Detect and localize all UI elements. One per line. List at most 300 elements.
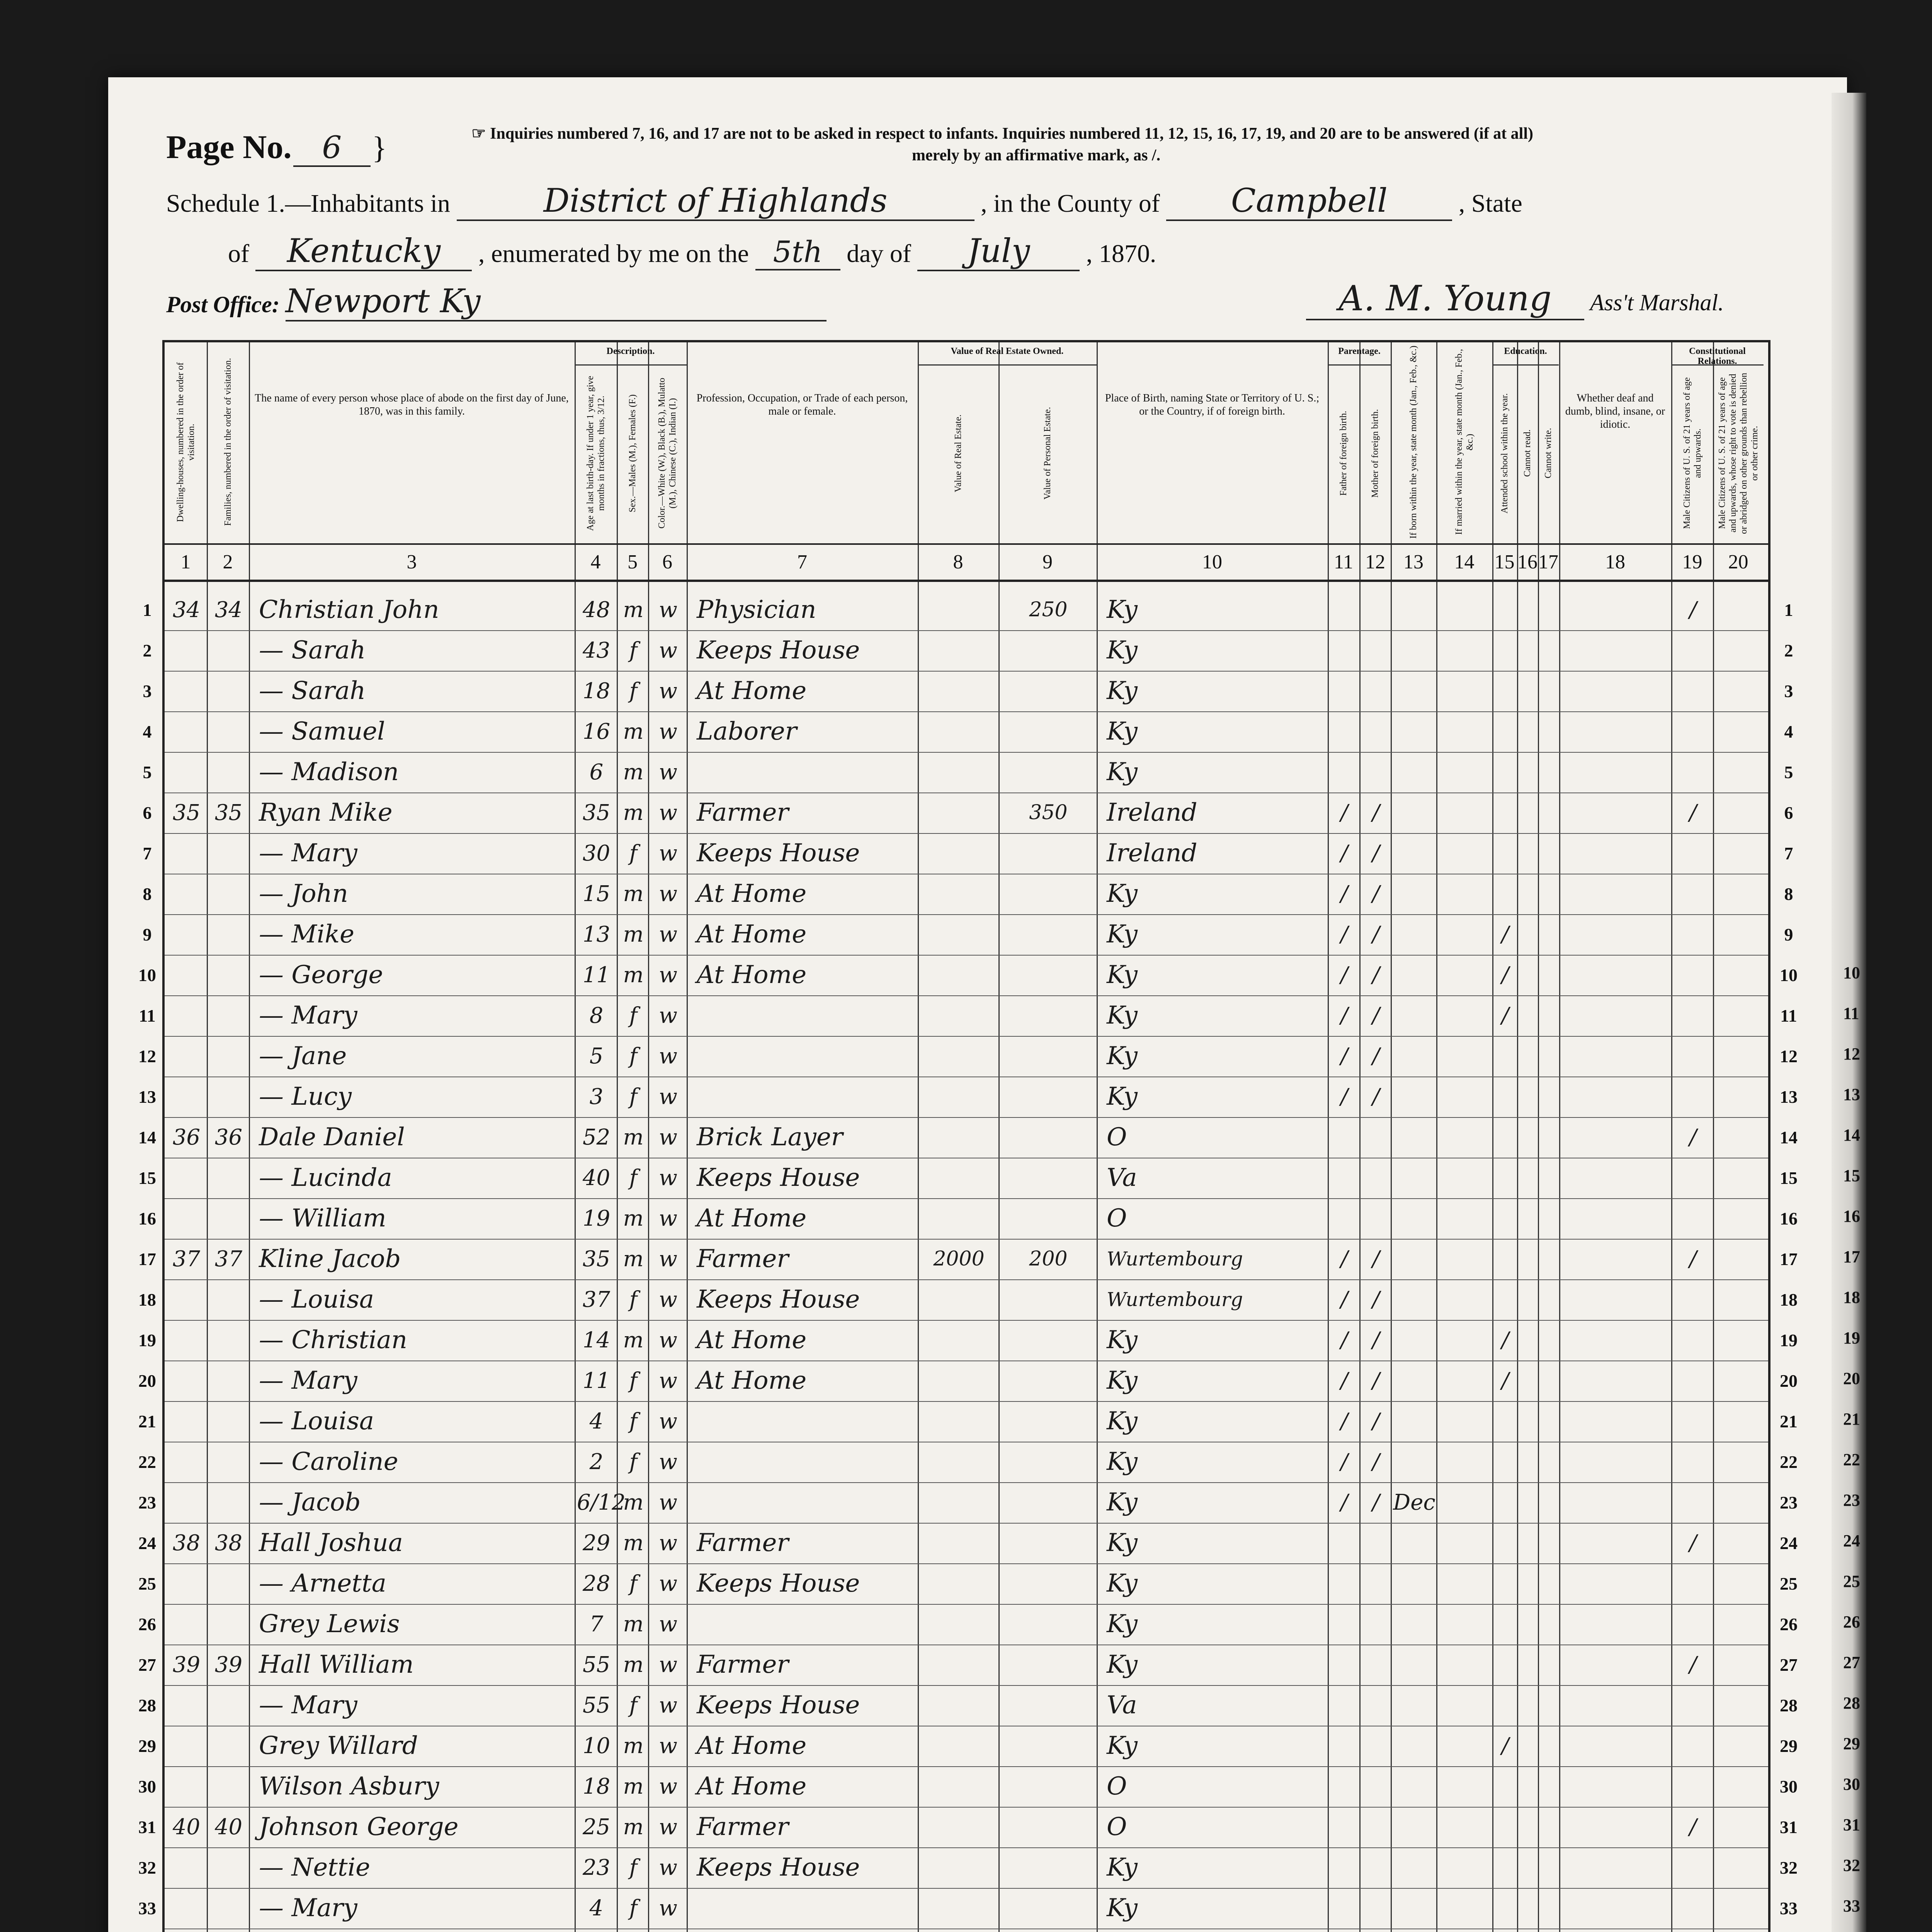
father-foreign-mark <box>1330 1929 1359 1932</box>
column-header-c18 <box>1559 342 1671 543</box>
sex: f <box>629 1165 638 1190</box>
age: 15 <box>582 881 611 906</box>
mother-foreign-mark: / <box>1372 841 1380 866</box>
personal-estate-value <box>1001 671 1096 711</box>
family-number: 35 <box>214 800 243 825</box>
dwelling-number <box>167 914 206 955</box>
occupation: At Home <box>697 1772 807 1801</box>
dwelling-number <box>167 1361 206 1401</box>
row-number-left: 29 <box>138 1736 156 1756</box>
table-row <box>138 1482 1798 1524</box>
enumerated-label: , enumerated by me on the <box>478 240 749 268</box>
edge-line-number: 15 <box>1843 1166 1860 1185</box>
father-foreign-mark: / <box>1340 1003 1348 1028</box>
personal-estate-value <box>1001 1604 1096 1645</box>
row-number-right: 24 <box>1780 1533 1798 1553</box>
row-number-left: 11 <box>139 1006 156 1026</box>
sex: m <box>623 1531 644 1556</box>
edge-line-number: 11 <box>1843 1004 1859 1023</box>
father-foreign-mark: / <box>1340 1084 1348 1109</box>
person-name: — Caroline <box>259 1447 398 1476</box>
column-group-header: Education. <box>1492 342 1559 366</box>
age: 28 <box>582 1571 611 1596</box>
birthplace: O <box>1107 1204 1127 1233</box>
table-row <box>143 590 1793 631</box>
table-row <box>165 1929 1768 1932</box>
personal-estate-value: 250 <box>1029 598 1068 621</box>
column-header-text: Cannot read. <box>1522 429 1532 477</box>
male-citizen-mark <box>1673 833 1713 874</box>
age: 7 <box>589 1612 604 1637</box>
birthplace: Ky <box>1107 1650 1138 1679</box>
sex: f <box>629 1003 638 1028</box>
occupation: Keeps House <box>697 1691 860 1719</box>
male-citizen-mark <box>1673 1077 1713 1117</box>
color: w <box>659 1125 677 1150</box>
color: w <box>659 679 677 704</box>
age: 14 <box>582 1328 611 1353</box>
column-number: 13 <box>1403 551 1423 573</box>
father-foreign-mark <box>1330 1604 1359 1645</box>
male-citizen-mark: / <box>1689 1125 1697 1150</box>
personal-estate-value <box>1001 1847 1096 1888</box>
mother-foreign-mark: / <box>1372 1490 1380 1515</box>
born-within-year <box>1393 1279 1435 1320</box>
family-number <box>209 995 248 1036</box>
father-foreign-mark: / <box>1340 922 1348 947</box>
male-citizen-mark <box>1673 1685 1713 1726</box>
row-number-right: 21 <box>1780 1412 1798 1431</box>
column-header-text: Father of foreign birth. <box>1338 411 1349 496</box>
father-foreign-mark: / <box>1340 1449 1348 1475</box>
sex <box>619 1929 648 1932</box>
born-within-year <box>1393 793 1435 833</box>
table-row <box>138 1158 1798 1199</box>
attended-school-mark <box>1495 1158 1516 1198</box>
personal-estate-value <box>1001 1523 1096 1563</box>
row-number-left: 22 <box>138 1452 156 1472</box>
day-of-label: day of <box>847 240 911 268</box>
row-number-right: 19 <box>1780 1330 1798 1350</box>
edge-line-number: 13 <box>1843 1085 1860 1104</box>
color: w <box>659 1896 677 1921</box>
personal-estate-value <box>1001 1929 1096 1932</box>
mother-foreign-mark <box>1362 1888 1390 1929</box>
born-within-year <box>1393 1847 1435 1888</box>
enumeration-month: July <box>917 232 1080 271</box>
mother-foreign-mark <box>1362 1929 1390 1932</box>
father-foreign-mark <box>1330 1523 1359 1563</box>
column-header-text: Profession, Occupation, or Trade of each person, male or female. <box>696 392 908 417</box>
born-within-year <box>1393 1929 1435 1932</box>
attended-school-mark <box>1495 833 1516 874</box>
real-estate-value <box>920 671 998 711</box>
edge-line-number <box>1843 1926 1874 1932</box>
edge-line-number: 22 <box>1843 1450 1860 1469</box>
birthplace: Ky <box>1107 1569 1138 1598</box>
occupation <box>689 1036 925 1077</box>
column-header-c9 <box>998 367 1097 543</box>
personal-estate-value: 350 <box>1029 801 1068 824</box>
table-row <box>138 1320 1798 1361</box>
column-header-c7 <box>687 342 918 543</box>
sex: m <box>623 1733 644 1759</box>
birthplace: Ky <box>1107 920 1138 949</box>
table-row <box>138 1888 1798 1929</box>
marshal-line <box>1306 278 1724 320</box>
row-number-left: 23 <box>138 1493 156 1512</box>
column-header-text: Mother of foreign birth. <box>1370 409 1380 498</box>
color: w <box>659 719 677 744</box>
table-row <box>138 1361 1798 1402</box>
row-number-right: 33 <box>1780 1898 1798 1918</box>
person-name: Christian John <box>259 595 439 624</box>
column-header-c2 <box>207 342 249 543</box>
table-row <box>138 1198 1798 1240</box>
real-estate-value <box>920 1401 998 1442</box>
dwelling-number <box>167 1685 206 1726</box>
father-foreign-mark: / <box>1340 1287 1348 1312</box>
row-number-right: 3 <box>1784 681 1793 701</box>
mother-foreign-mark <box>1362 1726 1390 1766</box>
real-estate-value <box>920 1036 998 1077</box>
table-row <box>138 1726 1798 1767</box>
personal-estate-value <box>1001 1198 1096 1239</box>
dwelling-number: 34 <box>172 597 201 622</box>
mother-foreign-mark <box>1362 1523 1390 1563</box>
real-estate-value <box>920 1442 998 1482</box>
age: 8 <box>589 1003 604 1028</box>
edge-line-number: 33 <box>1843 1896 1860 1915</box>
table-row <box>138 955 1798 996</box>
row-number-right: 11 <box>1780 1006 1797 1026</box>
personal-estate-value <box>1001 1645 1096 1685</box>
attended-school-mark <box>1495 1807 1516 1847</box>
marshal-label: Ass't Marshal. <box>1590 290 1724 315</box>
real-estate-value <box>920 1158 998 1198</box>
color: w <box>659 922 677 947</box>
occupation: Farmer <box>697 1529 789 1557</box>
sex: m <box>623 963 644 988</box>
occupation: At Home <box>697 677 807 705</box>
edge-line-number: 23 <box>1843 1491 1860 1510</box>
mother-foreign-mark <box>1362 630 1390 671</box>
dwelling-number <box>167 1847 206 1888</box>
column-number: 2 <box>223 551 233 573</box>
sex: m <box>623 1125 644 1150</box>
birthplace: Ky <box>1107 1042 1138 1070</box>
family-number <box>209 1847 248 1888</box>
sex: m <box>623 1774 644 1799</box>
person-name: — Louisa <box>259 1407 374 1435</box>
person-name: Hall William <box>259 1650 414 1679</box>
male-citizen-mark <box>1673 874 1713 914</box>
color: w <box>659 1733 677 1759</box>
color <box>650 1929 686 1932</box>
column-number: 9 <box>1043 551 1053 573</box>
born-within-year <box>1393 590 1435 630</box>
father-foreign-mark: / <box>1340 1368 1348 1393</box>
real-estate-value <box>920 711 998 752</box>
mother-foreign-mark <box>1362 1645 1390 1685</box>
pointing-hand-icon: ☞ <box>471 125 486 143</box>
mother-foreign-mark <box>1362 671 1390 711</box>
column-header-text: The name of every person whose place of abode on the first day of June, 1870, was in this family. <box>255 392 569 417</box>
mother-foreign-mark <box>1362 1563 1390 1604</box>
attended-school-mark <box>1495 874 1516 914</box>
person-name: Dale Daniel <box>259 1123 405 1151</box>
personal-estate-value <box>1001 1766 1096 1807</box>
column-header-c3 <box>249 342 575 543</box>
column-number: 3 <box>406 551 417 573</box>
male-citizen-mark <box>1673 1726 1713 1766</box>
age: 5 <box>589 1044 604 1069</box>
row-number-left: 26 <box>138 1614 156 1634</box>
family-number <box>209 630 248 671</box>
occupation: Laborer <box>697 717 797 746</box>
column-header-c15 <box>1492 367 1517 543</box>
post-office-name: Newport Ky <box>286 282 827 321</box>
born-within-year <box>1393 1117 1435 1158</box>
column-header-c10 <box>1097 342 1328 543</box>
column-number: 12 <box>1365 551 1385 573</box>
father-foreign-mark <box>1330 711 1359 752</box>
sex: m <box>623 1612 644 1637</box>
age: 16 <box>582 719 611 744</box>
table-row <box>143 914 1793 956</box>
male-citizen-mark <box>1673 1847 1713 1888</box>
row-number-left: 1 <box>143 600 152 620</box>
attended-school-mark <box>1495 1442 1516 1482</box>
occupation <box>689 752 925 793</box>
real-estate-value <box>920 752 998 793</box>
attended-school-mark <box>1495 1117 1516 1158</box>
age: 2 <box>589 1449 604 1475</box>
family-number <box>209 1077 248 1117</box>
born-within-year <box>1393 1077 1435 1117</box>
family-number <box>209 1320 248 1361</box>
dwelling-number <box>167 671 206 711</box>
occupation: Keeps House <box>697 839 860 867</box>
family-number <box>209 1766 248 1807</box>
person-name <box>251 1929 582 1932</box>
family-number: 37 <box>214 1247 243 1272</box>
attended-school-mark <box>1495 1888 1516 1929</box>
census-table <box>138 340 1798 1932</box>
age: 29 <box>582 1531 611 1556</box>
real-estate-value <box>920 874 998 914</box>
color: w <box>659 1084 677 1109</box>
occupation: Keeps House <box>697 1163 860 1192</box>
born-within-year <box>1393 995 1435 1036</box>
occupation <box>689 1401 925 1442</box>
personal-estate-value: 200 <box>1029 1247 1068 1270</box>
occupation: Keeps House <box>697 636 860 665</box>
sex: m <box>623 800 644 825</box>
sex: f <box>629 1896 638 1921</box>
personal-estate-value <box>1001 955 1096 995</box>
birthplace: Ky <box>1107 1407 1138 1435</box>
person-name: Kline Jacob <box>259 1245 401 1273</box>
attended-school-mark <box>1495 1401 1516 1442</box>
column-header-c5 <box>617 367 648 543</box>
mother-foreign-mark <box>1362 1604 1390 1645</box>
mother-foreign-mark: / <box>1372 1409 1380 1434</box>
birthplace: Wurtembourg <box>1107 1248 1243 1270</box>
color: w <box>659 841 677 866</box>
real-estate-value <box>920 793 998 833</box>
born-within-year <box>1393 1401 1435 1442</box>
row-number-left: 10 <box>138 965 156 985</box>
occupation <box>689 1929 925 1932</box>
real-estate-value <box>920 1604 998 1645</box>
row-number-right: 23 <box>1780 1493 1798 1512</box>
family-number <box>209 1604 248 1645</box>
mother-foreign-mark: / <box>1372 1287 1380 1312</box>
age: 11 <box>582 963 611 988</box>
attended-school-mark: / <box>1502 922 1509 947</box>
row-number-left: 17 <box>138 1249 156 1269</box>
sex: m <box>623 1490 644 1515</box>
color: w <box>659 1571 677 1596</box>
age: 3 <box>589 1084 604 1109</box>
row-number-right: 22 <box>1780 1452 1798 1472</box>
father-foreign-mark <box>1330 671 1359 711</box>
column-header-text: Male Citizens of U. S. of 21 years of age and upwards. <box>1682 377 1703 529</box>
edge-line-number: 12 <box>1843 1044 1860 1063</box>
edge-line-number: 16 <box>1843 1207 1860 1226</box>
mother-foreign-mark <box>1362 752 1390 793</box>
dwelling-number <box>167 955 206 995</box>
mother-foreign-mark: / <box>1372 963 1380 988</box>
table-row <box>138 1645 1798 1686</box>
column-number: 14 <box>1454 551 1475 573</box>
column-number: 1 <box>180 551 191 573</box>
personal-estate-value <box>1001 1279 1096 1320</box>
dwelling-number: 39 <box>172 1652 201 1677</box>
row-number-right <box>1771 1929 1806 1932</box>
male-citizen-mark <box>1673 1036 1713 1077</box>
edge-line-number: 28 <box>1843 1694 1860 1713</box>
real-estate-value <box>920 1523 998 1563</box>
column-header-c8 <box>918 367 998 543</box>
dwelling-number <box>167 711 206 752</box>
personal-estate-value <box>1001 833 1096 874</box>
personal-estate-value <box>1001 1888 1096 1929</box>
personal-estate-value <box>1001 1807 1096 1847</box>
row-number-right: 13 <box>1780 1087 1798 1107</box>
father-foreign-mark: / <box>1340 841 1348 866</box>
table-row <box>139 995 1797 1037</box>
column-header-text: Value of Real Estate. <box>953 414 963 492</box>
mother-foreign-mark: / <box>1372 1328 1380 1353</box>
family-number <box>209 1563 248 1604</box>
edge-line-number: 27 <box>1843 1653 1860 1672</box>
family-number <box>209 1198 248 1239</box>
row-number-right: 5 <box>1784 762 1793 782</box>
mother-foreign-mark: / <box>1372 800 1380 825</box>
age: 18 <box>582 1774 611 1799</box>
birthplace: Ky <box>1107 717 1138 746</box>
born-within-year <box>1393 1645 1435 1685</box>
edge-line-number: 26 <box>1843 1612 1860 1631</box>
age: 13 <box>582 922 611 947</box>
dwelling-number <box>167 1888 206 1929</box>
column-number: 20 <box>1728 551 1748 573</box>
attended-school-mark: / <box>1502 963 1509 988</box>
birthplace: Ky <box>1107 677 1138 705</box>
table-row <box>138 1077 1798 1118</box>
father-foreign-mark <box>1330 1563 1359 1604</box>
row-number-left: 32 <box>138 1858 156 1878</box>
family-number <box>209 1279 248 1320</box>
mother-foreign-mark: / <box>1372 1247 1380 1272</box>
color: w <box>659 1165 677 1190</box>
state-label: , State <box>1458 189 1522 218</box>
table-row <box>143 752 1793 793</box>
family-number: 34 <box>214 597 243 622</box>
sex: m <box>623 922 644 947</box>
column-header-c12 <box>1359 367 1391 543</box>
enumeration-day: 5th <box>755 235 840 270</box>
row-number-right: 6 <box>1784 803 1793 823</box>
dwelling-number <box>167 1563 206 1604</box>
male-citizen-mark <box>1673 1361 1713 1401</box>
dwelling-number <box>167 1726 206 1766</box>
person-name: — Louisa <box>259 1285 374 1314</box>
row-number-left: 2 <box>143 641 152 660</box>
father-foreign-mark <box>1330 1685 1359 1726</box>
family-number <box>209 914 248 955</box>
family-number <box>209 671 248 711</box>
enumeration-year: , 1870. <box>1086 240 1156 268</box>
row-number-right: 16 <box>1780 1209 1798 1228</box>
family-number <box>209 833 248 874</box>
age: 40 <box>582 1165 611 1190</box>
column-header-c1 <box>165 342 207 543</box>
birthplace: Ky <box>1107 961 1138 989</box>
color: w <box>659 638 677 663</box>
color: w <box>659 1612 677 1637</box>
mother-foreign-mark <box>1362 1685 1390 1726</box>
column-number: 19 <box>1682 551 1702 573</box>
person-name: — Arnetta <box>259 1569 386 1598</box>
personal-estate-value <box>1001 630 1096 671</box>
row-number-right: 12 <box>1780 1046 1798 1066</box>
edge-line-number: 17 <box>1843 1247 1860 1266</box>
of-label: of <box>228 240 249 268</box>
personal-estate-value <box>1001 914 1096 955</box>
age: 35 <box>582 1247 611 1272</box>
column-header-c14 <box>1436 342 1492 543</box>
born-within-year <box>1393 833 1435 874</box>
row-number-left: 12 <box>138 1046 156 1066</box>
personal-estate-value <box>1001 1320 1096 1361</box>
row-number-left: 14 <box>138 1128 156 1147</box>
dwelling-number <box>167 1929 206 1932</box>
family-number: 40 <box>214 1815 243 1840</box>
attended-school-mark <box>1495 711 1516 752</box>
father-foreign-mark <box>1330 630 1359 671</box>
page-label: Page No. <box>166 128 292 165</box>
marshal-signature: A. M. Young <box>1306 278 1584 320</box>
mother-foreign-mark: / <box>1372 1084 1380 1109</box>
table-row <box>138 1117 1798 1158</box>
attended-school-mark <box>1495 671 1516 711</box>
column-header-text: Families, numbered in the order of visitation. <box>223 358 233 526</box>
row-number-left: 4 <box>143 722 152 742</box>
column-number-row <box>165 543 1768 582</box>
